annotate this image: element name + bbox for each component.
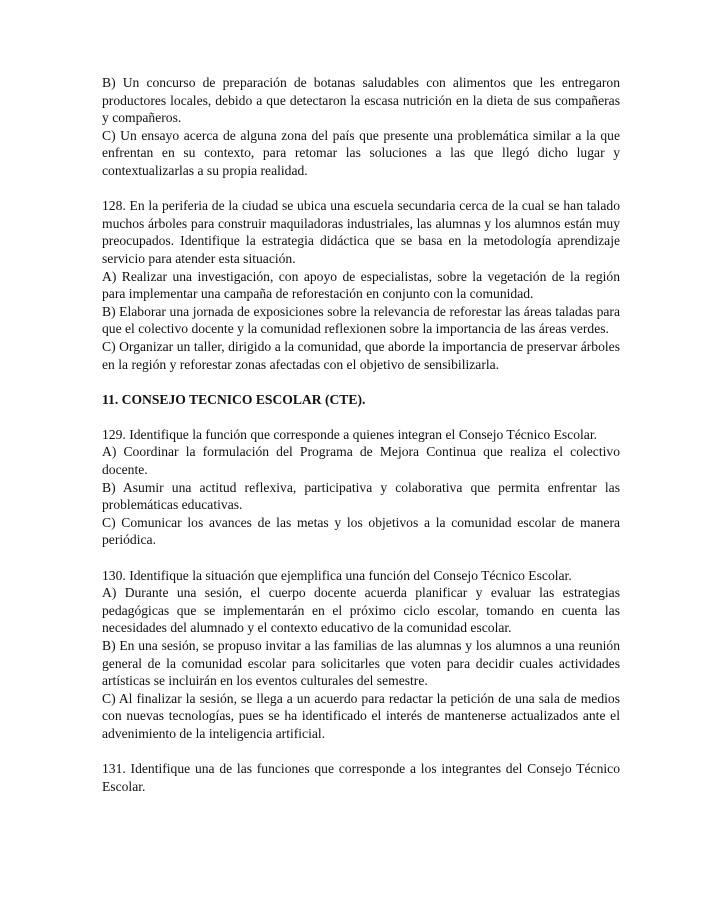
question-129 [102,426,620,549]
option-c: C) Organizar un taller, dirigido a la comunidad, que aborde la importancia de preservar árboles en la región y reforestar zonas afectadas con el objetivo de sensibilizarla. [102,338,620,372]
question-128 [102,197,620,373]
option-c: C) Comunicar los avances de las metas y los objetivos a la comunidad escolar de manera periódica. [102,514,620,548]
question-text: 131. Identifique una de las funciones que corresponde a los integrantes del Consejo Técnico Escolar. [102,761,620,794]
question-text: 130. Identifique la situación que ejemplifica una función del Consejo Técnico Escolar. [102,567,572,583]
question-text: 129. Identifique la función que corresponde a quienes integran el Consejo Técnico Escolar. [102,426,598,442]
option-b: B) En una sesión, se propuso invitar a las familias de las alumnas y los alumnos a una reunión general de la comunidad escolar para solicitarles que voten para decidir cuales actividades artísticas se incluirán en los eventos culturales del semestre. [102,638,620,689]
question-127-options [102,74,620,180]
option-c: C) Al finalizar la sesión, se llega a un acuerdo para redactar la petición de una sala de medios con nuevas tecnologías, pues se ha identificado el interés de mantenerse actualizados ante el advenimiento de la inteligencia artificial. [102,690,620,741]
option-b: B) Un concurso de preparación de botanas saludables con alimentos que les entregaron productores locales, debido a que detectaron la escasa nutrición en la dieta de sus compañeras y compañeros. [102,75,620,126]
option-b: B) Elaborar una jornada de exposiciones sobre la relevancia de reforestar las áreas taladas para que el colectivo docente y la comunidad reflexionen sobre la importancia de las áreas verdes. [102,303,620,337]
option-c: C) Un ensayo acerca de alguna zona del país que presente una problemática similar a la que enfrentan en su contexto, para retomar las soluciones a las que llegó dicho lugar y contextualizarlas a su propia realidad. [102,127,620,178]
option-a: A) Coordinar la formulación del Programa de Mejora Continua que realiza el colectivo docente. [102,444,620,478]
question-text: 128. En la periferia de la ciudad se ubica una escuela secundaria cerca de la cual se han talado muchos árboles para construir maquiladoras industriales, las alumnas y los alumnos están muy preocupados. Identifique la estrategia didáctica que se basa en la metodología aprendizaje servicio para atender esta situación. [102,198,620,266]
question-130 [102,567,620,743]
question-131 [102,760,620,795]
document-page [102,74,620,813]
option-b: B) Asumir una actitud reflexiva, participativa y colaborativa que permita enfrentar las problemáticas educativas. [102,479,620,513]
section-heading: 11. CONSEJO TECNICO ESCOLAR (CTE). [102,391,366,407]
option-a: A) Durante una sesión, el cuerpo docente acuerda planificar y evaluar las estrategias pedagógicas que se implementarán en el próximo ciclo escolar, tomando en cuenta las necesidades del alumnado y el contexto educativo de la comunidad escolar. [102,585,620,636]
option-a: A) Realizar una investigación, con apoyo de especialistas, sobre la vegetación de la región para implementar una campaña de reforestación en conjunto con la comunidad. [102,268,620,302]
